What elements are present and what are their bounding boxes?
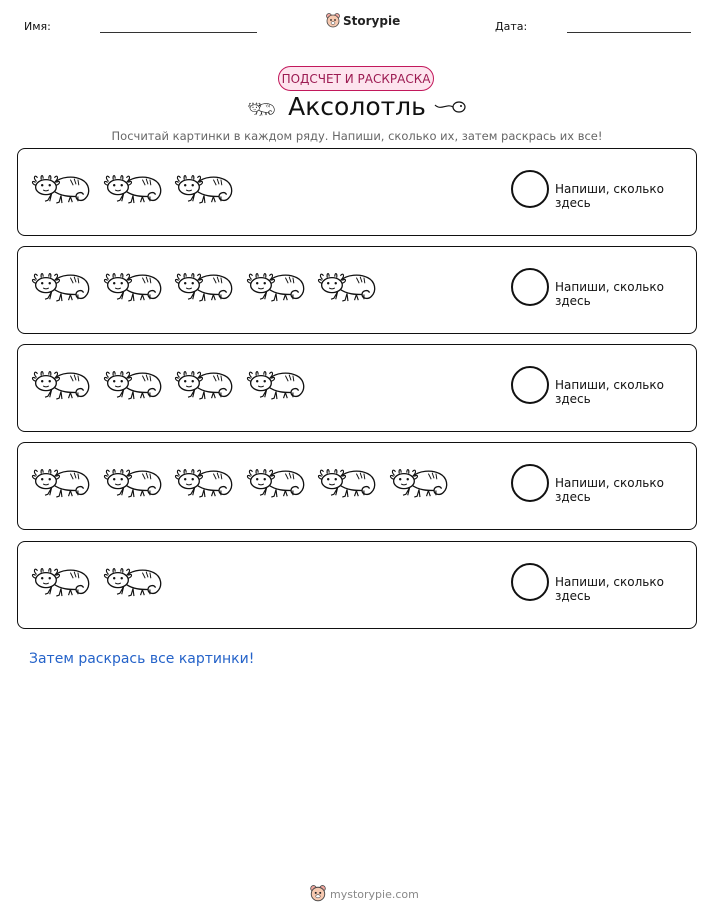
axolotl-icon[interactable] <box>30 264 92 310</box>
axolotl-icon[interactable] <box>102 264 164 310</box>
axolotl-icon[interactable] <box>102 559 164 605</box>
axolotl-icon[interactable] <box>173 362 235 408</box>
axolotl-icon[interactable] <box>388 460 450 506</box>
answer-label: Напиши, сколько здесь <box>555 182 664 210</box>
axolotl-icon[interactable] <box>30 166 92 212</box>
counting-row <box>17 442 697 530</box>
page-title: Аксолотль <box>288 92 426 121</box>
axolotl-icon[interactable] <box>102 362 164 408</box>
axolotl-icon[interactable] <box>30 460 92 506</box>
answer-circle[interactable] <box>511 170 549 208</box>
counting-row <box>17 344 697 432</box>
axolotl-icon[interactable] <box>102 166 164 212</box>
brand-name: Storypie <box>343 14 401 28</box>
answer-circle[interactable] <box>511 563 549 601</box>
answer-circle[interactable] <box>511 366 549 404</box>
axolotl-icon[interactable] <box>245 460 307 506</box>
name-label: Имя: <box>24 20 51 33</box>
counting-row <box>17 246 697 334</box>
axolotl-icon[interactable] <box>102 460 164 506</box>
header-bar <box>0 0 714 50</box>
answer-label: Напиши, сколько здесь <box>555 476 664 504</box>
answer-label: Напиши, сколько здесь <box>555 575 664 603</box>
answer-label: Напиши, сколько здесь <box>555 280 664 308</box>
storypie-bear-icon <box>310 885 326 903</box>
axolotl-icon[interactable] <box>245 362 307 408</box>
axolotl-icon[interactable] <box>30 559 92 605</box>
axolotl-icon[interactable] <box>173 264 235 310</box>
name-field-line[interactable] <box>100 32 257 33</box>
answer-label: Напиши, сколько здесь <box>555 378 664 406</box>
date-field-line[interactable] <box>567 32 691 33</box>
site-url: mystorypie.com <box>330 887 419 901</box>
answer-circle[interactable] <box>511 268 549 306</box>
axolotl-icon[interactable] <box>30 362 92 408</box>
color-instruction: Затем раскрась все картинки! <box>29 651 255 667</box>
storypie-bear-icon <box>326 13 340 29</box>
category-badge: ПОДСЧЕТ И РАСКРАСКА <box>278 66 434 91</box>
axolotl-icon[interactable] <box>316 264 378 310</box>
axolotl-icon[interactable] <box>173 166 235 212</box>
instructions: Посчитай картинки в каждом ряду. Напиши, сколько их, затем раскрась их все! <box>111 129 603 143</box>
axolotl-icon[interactable] <box>173 460 235 506</box>
axolotl-icon[interactable] <box>316 460 378 506</box>
tadpole-doodle-icon <box>433 97 467 117</box>
brand-logo <box>326 13 400 29</box>
counting-row <box>17 541 697 629</box>
axolotl-icon[interactable] <box>245 264 307 310</box>
answer-circle[interactable] <box>511 464 549 502</box>
site-footer <box>310 885 419 903</box>
date-label: Дата: <box>495 20 528 33</box>
counting-row <box>17 148 697 236</box>
